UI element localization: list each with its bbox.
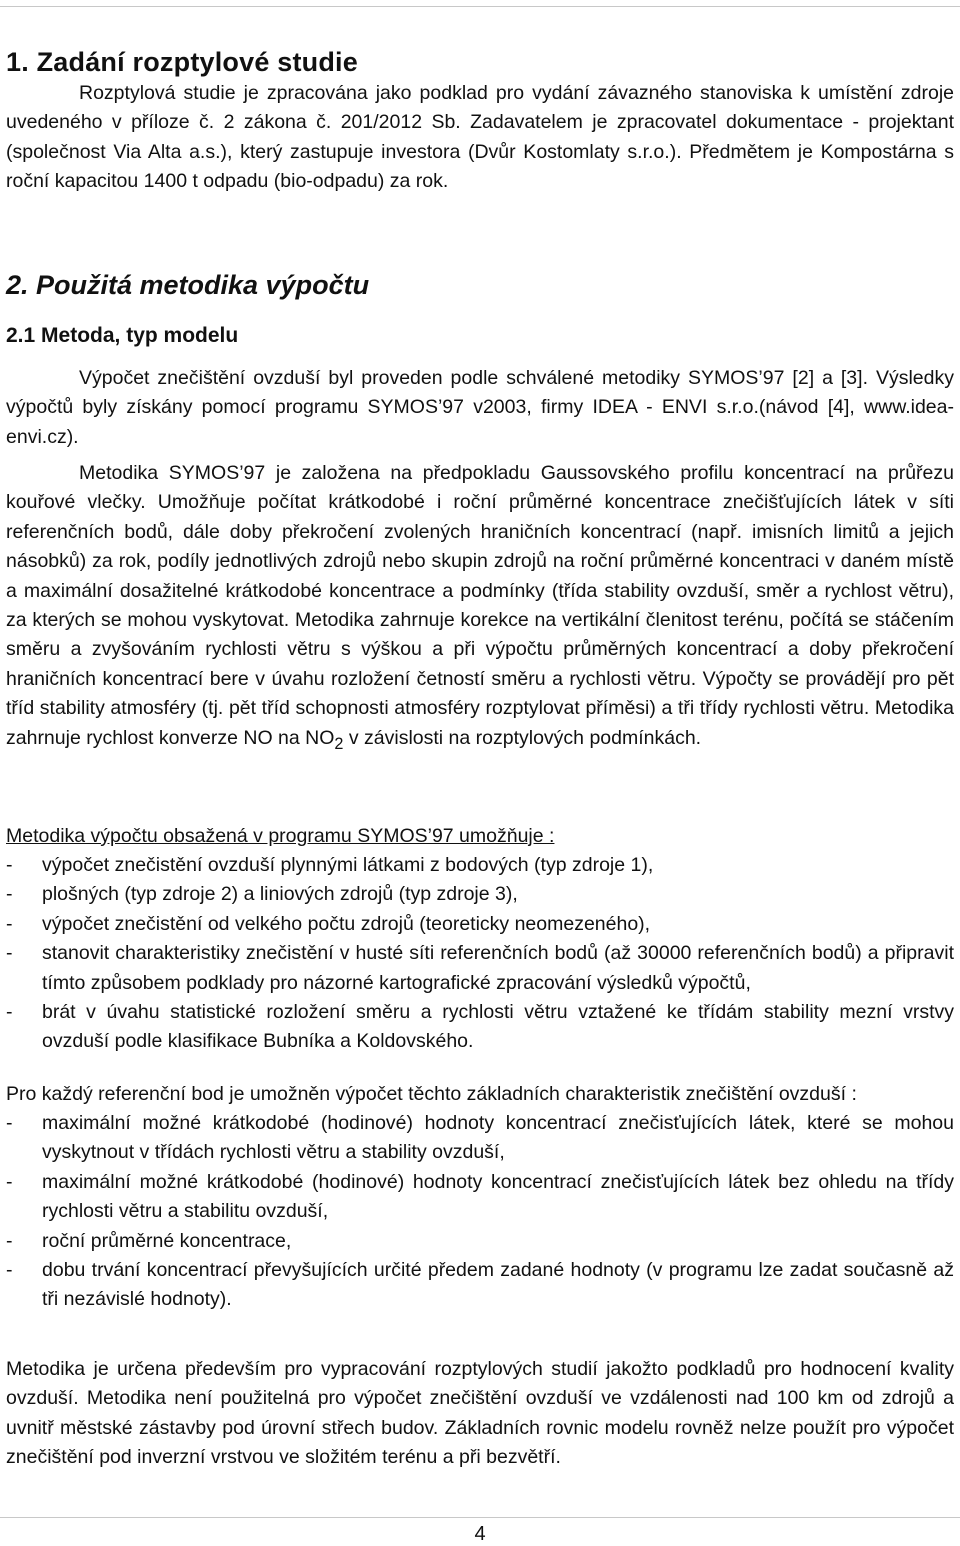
list-1 — [6, 851, 954, 1057]
section-1-heading: 1. Zadání rozptylové studie — [6, 47, 358, 77]
bottom-divider — [0, 1517, 960, 1518]
list-2-item: - maximální možné krátkodobé (hodinové) hodnoty koncentrací znečisťujících látek bez ohledu na třídy rychlosti větru a stabilitu ovzduší, — [6, 1168, 954, 1227]
page-number: 4 — [474, 1523, 486, 1545]
methodology-paragraph-3: Metodika je určena především pro vypracování rozptylových studií jakožto podkladů pro hodnocení kvality ovzduší. Metodika není použitelná pro výpočet znečištění ovzduší ve vzdálenosti nad 100 km od zdrojů a uvnitř městské zástavby pod úrovní střech budov. Základních rovnic modelu rovněž nelze použít pro výpočet znečištění pod inverzní vrstvou ve složitém terénu a při bezvětří. — [6, 1358, 954, 1469]
methodology-paragraph-2-tail: v závislosti na rozptylových podmínkách. — [343, 726, 702, 749]
list-2-item: - roční průměrné koncentrace, — [6, 1227, 954, 1256]
section-1-paragraph: Rozptylová studie je zpracována jako podklad pro vydání závazného stanoviska k umístění zdroje uvedeného v příloze č. 2 zákona č. 201/2012 Sb. Zadavatelem je zpracovatel dokumentace - projektant (společnost Via Alta a.s.), který zastupuje investora (Dvůr Kostomlaty s.r.o.). Předmětem je Kompostárna s roční kapacitou 1400 t odpadu (bio-odpadu) za rok. — [6, 82, 954, 193]
list-2 — [6, 1109, 954, 1315]
section-2-1-subheading: 2.1 Metoda, typ modelu — [6, 324, 239, 347]
section-2-heading: 2. Použitá metodika výpočtu — [6, 270, 370, 300]
no2-subscript: 2 — [334, 734, 344, 753]
list-1-item: - výpočet znečistění od velkého počtu zdrojů (teoreticky neomezeného), — [6, 910, 954, 939]
list-2-intro: Pro každý referenční bod je umožněn výpočet těchto základních charakteristik znečištění ovzduší : — [6, 1083, 857, 1105]
list-1-item: - výpočet znečistění ovzduší plynnými látkami z bodových (typ zdroje 1), — [6, 851, 954, 880]
list-1-item: - stanovit charakteristiky znečistění v husté síti referenčních bodů (až 30000 referenčních bodů) a připravit tímto způsobem podklady pro názorné kartografické zpracování výsledků výpočtů, — [6, 939, 954, 998]
list-2-item: - dobu trvání koncentrací převyšujících určité předem zadané hodnoty (v programu lze zadat současně až tři nezávislé hodnoty). — [6, 1256, 954, 1315]
list-1-item: - brát v úvahu statistické rozložení směru a rychlosti větru vztažené ke třídám stability mezní vrstvy ovzduší podle klasifikace Bubníka a Koldovského. — [6, 998, 954, 1057]
list-1-item: - plošných (typ zdroje 2) a liniových zdrojů (typ zdroje 3), — [6, 880, 954, 909]
list-1-intro: Metodika výpočtu obsažená v programu SYMOS’97 umožňuje : — [6, 825, 555, 847]
methodology-paragraph-2 — [6, 459, 954, 759]
top-divider — [0, 6, 960, 7]
list-2-item: - maximální možné krátkodobé (hodinové) hodnoty koncentrací znečisťujících látek, které se mohou vyskytnout v třídách rychlosti větru a stability ovzduší, — [6, 1109, 954, 1168]
methodology-paragraph-2-text: Metodika SYMOS’97 je založena na předpokladu Gaussovského profilu koncentrací na průřezu kouřové vlečky. Umožňuje počítat krátkodobé i roční průměrné koncentrace znečišťujících látek v síti referenčních bodů, dále doby překročení zvolených hraničních koncentrací (např. imisních limitů a jejich násobků) za rok, podíly jednotlivých zdrojů nebo skupin zdrojů na roční průměrné koncentraci v daném místě a maximální dosažitelné krátkodobé koncentrace a podmínky (třída stability ovzduší, směr a rychlost větru), za kterých se mohou vyskytovat. Metodika zahrnuje korekce na vertikální členitost terénu, počítá se stáčením směru a zvyšováním rychlosti větru s výškou a při výpočtu průměrných koncentrací a doby překročení hraničních koncentrací bere v úvahu rozložení četností směru a rychlosti větru. Výpočty se provádějí pro pět tříd stability atmosféry (tj. pět tříd schopnosti atmosféry rozptylovat příměsi) a tři třídy rychlosti větru. Metodika zahrnuje rychlost konverze NO na NO — [6, 462, 954, 749]
methodology-paragraph-1: Výpočet znečištění ovzduší byl proveden podle schválené metodiky SYMOS’97 [2] a [3]. Výsledky výpočtů byly získány pomocí programu SYMOS’97 v2003, firmy IDEA - ENVI s.r.o.(návod [4], www.idea-envi.cz). — [6, 367, 954, 448]
